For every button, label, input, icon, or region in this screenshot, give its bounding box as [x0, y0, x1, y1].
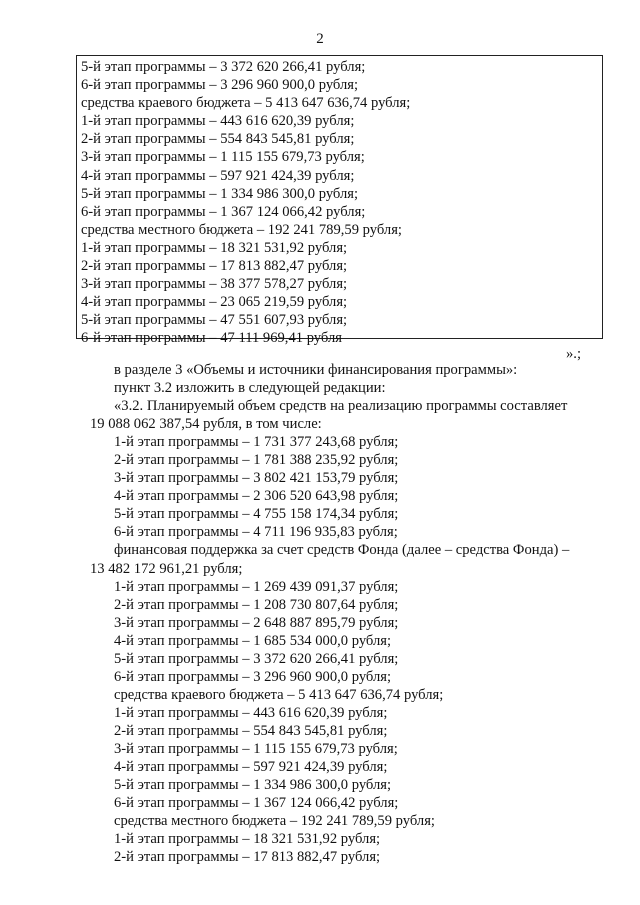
- bordered-text-box: [76, 55, 603, 347]
- stage-line: 1-й этап программы – 1 269 439 091,37 рубля;: [114, 578, 399, 595]
- box-line: 1-й этап программы – 18 321 531,92 рубля;: [81, 239, 348, 256]
- stage-line: 2-й этап программы – 554 843 545,81 рубля;: [114, 722, 388, 739]
- paragraph-line: «3.2. Планируемый объем средств на реализацию программы составляет: [114, 398, 568, 415]
- box-line: 1-й этап программы – 443 616 620,39 рубля;: [81, 113, 355, 130]
- box-line: 4-й этап программы – 597 921 424,39 рубля;: [81, 167, 355, 184]
- section-heading: в разделе 3 «Объемы и источники финансирования программы»:: [114, 362, 518, 378]
- box-line: 5-й этап программы – 47 551 607,93 рубля;: [81, 312, 348, 329]
- box-line: средства краевого бюджета – 5 413 647 636,74 рубля;: [81, 95, 411, 112]
- box-line: 6-й этап программы – 47 111 969,41 рубля: [81, 330, 342, 347]
- closing-quote: ».;: [566, 346, 581, 362]
- page-number: 2: [316, 31, 324, 47]
- stage-line: 6-й этап программы – 1 367 124 066,42 рубля;: [114, 795, 399, 812]
- box-line: 6-й этап программы – 1 367 124 066,42 рубля;: [81, 203, 366, 220]
- box-line: 6-й этап программы – 3 296 960 900,0 рубля;: [81, 77, 359, 94]
- stage-line: 5-й этап программы – 3 372 620 266,41 рубля;: [114, 650, 399, 667]
- document-body: [90, 361, 610, 866]
- stage-line: 3-й этап программы – 1 115 155 679,73 рубля;: [114, 740, 398, 757]
- local-budget-heading: средства местного бюджета – 192 241 789,59 рубля;: [114, 813, 435, 830]
- stage-line: 4-й этап программы – 2 306 520 643,98 рубля;: [114, 488, 399, 505]
- box-line: средства местного бюджета – 192 241 789,59 рубля;: [81, 221, 402, 238]
- stage-line: 4-й этап программы – 1 685 534 000,0 рубля;: [114, 632, 392, 649]
- item-intro: пункт 3.2 изложить в следующей редакции:: [114, 380, 386, 397]
- stage-line: 6-й этап программы – 4 711 196 935,83 рубля;: [114, 524, 398, 541]
- regional-budget-heading: средства краевого бюджета – 5 413 647 636,74 рубля;: [114, 686, 444, 703]
- box-line: 5-й этап программы – 1 334 986 300,0 рубля;: [81, 185, 359, 202]
- box-line: 5-й этап программы – 3 372 620 266,41 рубля;: [81, 59, 366, 75]
- box-line: 3-й этап программы – 1 115 155 679,73 рубля;: [81, 149, 365, 166]
- fund-heading-line: финансовая поддержка за счет средств Фонда (далее – средства Фонда) –: [114, 542, 570, 559]
- box-line: 4-й этап программы – 23 065 219,59 рубля;: [81, 294, 348, 311]
- stage-line: 1-й этап программы – 18 321 531,92 рубля;: [114, 831, 381, 848]
- paragraph-line: 19 088 062 387,54 рубля, в том числе:: [90, 416, 322, 433]
- stage-line: 1-й этап программы – 443 616 620,39 рубля;: [114, 704, 388, 721]
- stage-line: 5-й этап программы – 4 755 158 174,34 рубля;: [114, 506, 399, 523]
- stage-line: 2-й этап программы – 17 813 882,47 рубля;: [114, 849, 381, 866]
- stage-line: 5-й этап программы – 1 334 986 300,0 рубля;: [114, 777, 392, 794]
- stage-line: 3-й этап программы – 3 802 421 153,79 рубля;: [114, 470, 399, 487]
- box-line: 2-й этап программы – 17 813 882,47 рубля;: [81, 258, 348, 275]
- fund-heading-line: 13 482 172 961,21 рубля;: [90, 560, 243, 577]
- stage-line: 1-й этап программы – 1 731 377 243,68 рубля;: [114, 434, 399, 451]
- box-line: 3-й этап программы – 38 377 578,27 рубля;: [81, 276, 348, 293]
- stage-line: 3-й этап программы – 2 648 887 895,79 рубля;: [114, 614, 399, 631]
- stage-line: 2-й этап программы – 1 208 730 807,64 рубля;: [114, 596, 399, 613]
- stage-line: 6-й этап программы – 3 296 960 900,0 рубля;: [114, 668, 392, 685]
- stage-line: 4-й этап программы – 597 921 424,39 рубля;: [114, 759, 388, 776]
- stage-line: 2-й этап программы – 1 781 388 235,92 рубля;: [114, 452, 399, 469]
- box-line: 2-й этап программы – 554 843 545,81 рубля;: [81, 131, 355, 148]
